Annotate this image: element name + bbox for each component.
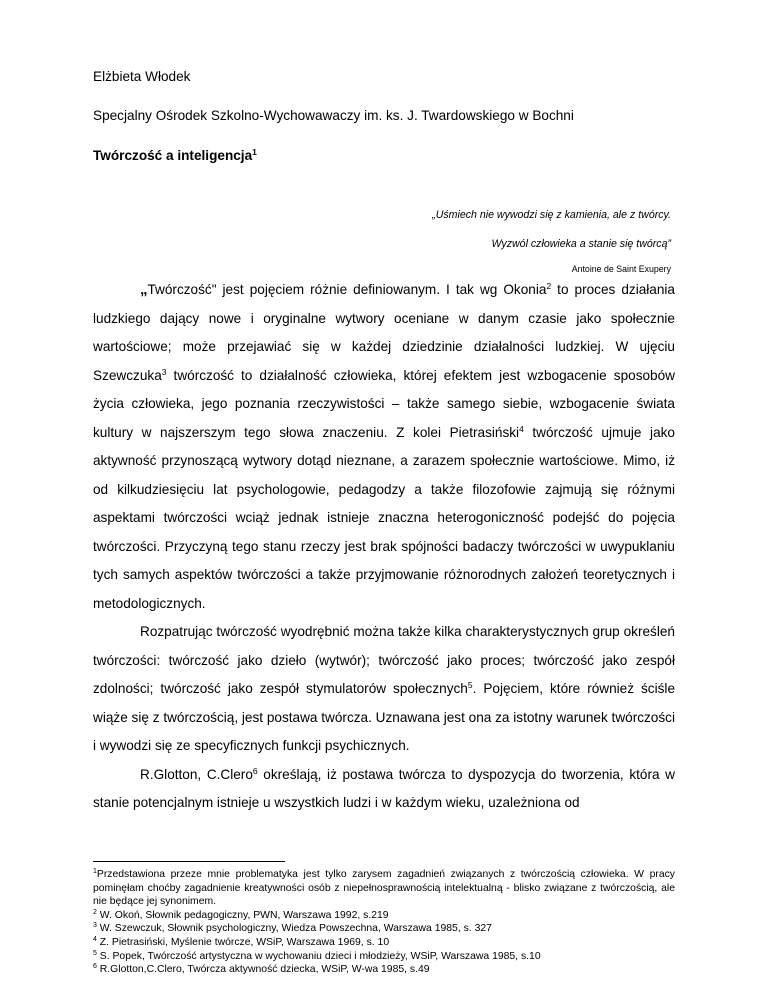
footnote-text: W. Okoń, Słownik pedagogiczny, PWN, Warszawa 1992, s.219 [96,909,389,921]
footnote-text: Z. Pietrasiński, Myślenie twórcze, WSiP, Warszawa 1969, s. 10 [96,936,390,948]
footnote-ref-5: 5 [467,680,473,690]
paragraph-3 [93,761,675,818]
footnote-number: 4 [93,935,97,943]
document-title [93,148,257,163]
footnote-text: W. Szewczuk, Słownik psychologiczny, Wiedza Powszechna, Warszawa 1985, s. 327 [96,923,492,935]
paragraph-1-part-d: twórczość ujmuje jako aktywność przynoszącą wytwory dotąd nieznane, a zarazem społecznie wartościowe. Mimo, iż od kilkudziesięciu lat psychologowie, pedagodzy a także filozofowie zajmują się różnymi aspektami twórczości wciąż jednak istnieje znaczna heterogoniczność podejść do pojęcia twórczości. Przyczyną tego stanu rzeczy jest brak spójności badaczy twórczości w uwypuklaniu tych samych aspektów twórczości a także przyjmowanie różnorodnych założeń teoretycznych i metodologicznych. [93,424,675,611]
footnote [93,950,675,964]
footnote-number: 1 [93,868,97,875]
paragraph-1-part-a: Twórczość" jest pojęciem różnie definiowanym. I tak wg Okonia [147,282,547,297]
paragraph-1-part-b: to proces działania ludzkiego dający nowe i oryginalne wytwory oceniane w danym czasie jako społecznie wartościowe; może przejawiać się w każdej dziedzinie działalności ludzkiej. W ujęciu Szewczuka [93,282,675,383]
footnote [93,909,675,923]
author-name: Elżbieta Włodek [93,69,191,84]
footnote [93,868,675,909]
footnote-ref-3: 3 [161,366,167,377]
footnote-text: Przedstawiona przeze mnie problematyka jest tylko zarysem zagadnień związanych z twórczością człowieka. W pracy pominęłam choćby zagadnienie kreatywności osób z niepełnosprawnością intelektualną - blisko związane z twórczością, ale nie będące jej synonimem. [93,869,675,908]
paragraph-2 [93,618,675,761]
footnote-number: 3 [93,922,97,930]
footnote [93,936,675,950]
paragraph-3-part-b: określają, iż postawa twórcza to dyspozycja do tworzenia, która w stanie potencjalnym istnieje u wszystkich ludzi i w każdym wieku, uzależniona od [93,766,675,810]
footnotes [93,868,675,977]
paragraph-2-part-a: Rozpatrując twórczość wyodrębnić można także kilka charakterystycznych grup określeń twórczości: twórczość jako dzieło (wytwór); twórczość jako proces; twórczość jako zespół zdolności; twórczość jako zespół stymulatorów społecznych [93,624,675,696]
footnote-text: S. Popek, Twórczość artystyczna w wychowaniu dzieci i młodzieży, WSiP, Warszawa 1985, s.10 [96,950,541,962]
motto-author: Antoine de Saint Exupery [571,264,671,274]
footnote-ref-2: 2 [546,281,552,291]
footnote-ref-6: 6 [252,765,258,776]
footnote [93,922,675,936]
institution-name: Specjalny Ośrodek Szkolno-Wychowawaczy im. ks. J. Twardowskiego w Bochni [93,108,574,123]
footnote-separator [93,861,285,862]
footnote-ref-1: 1 [252,147,257,157]
motto-line-2: Wyzwól człowieka a stanie się twórcą” [491,238,671,250]
opening-quote: „ [140,281,148,298]
motto-line-1: „Uśmiech nie wywodzi się z kamienia, ale z twórcy. [432,209,671,221]
footnote-number: 2 [93,908,97,916]
footnote-number: 6 [93,963,97,971]
footnote-number: 5 [93,949,97,957]
footnote-ref-4: 4 [519,423,524,434]
title-text: Twórczość a inteligencja [93,148,253,163]
paragraph-2-part-b: . Pojęciem, które również ściśle wiąże się z twórczością, jest postawa twórcza. Uznawana jest ona za istotny warunek twórczości i wywodzi się ze specyficznych funkcji psychicznych. [93,681,676,753]
footnote-text: R.Glotton,C.Clero, Twórcza aktywność dziecka, WSiP, W-wa 1985, s.49 [96,964,430,976]
paragraph-1 [93,276,675,618]
footnote [93,963,675,977]
paragraph-1-part-c: twórczość to działalność człowieka, której efektem jest wzbogacenie sposobów życia człowieka, jego poznania rzeczywistości – także samego siebie, wzbogacenie świata kultury w najszerszym tego słowa znaczeniu. Z kolei Pietrasiński [93,367,675,440]
paragraph-3-part-a: R.Glotton, C.Clero [140,766,253,782]
body-text [93,276,675,818]
